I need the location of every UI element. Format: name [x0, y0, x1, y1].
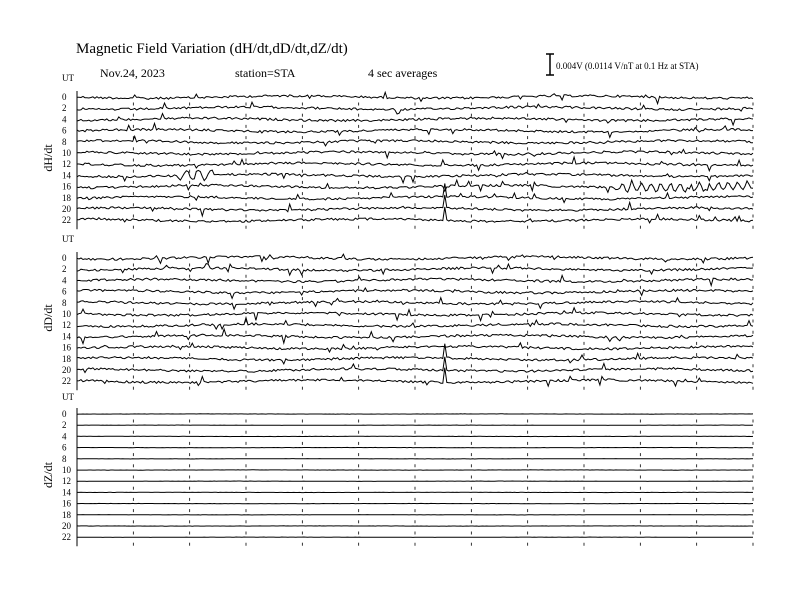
row-label: 10: [62, 465, 71, 475]
row-label: 6: [62, 125, 67, 136]
row-label: 4: [62, 431, 67, 442]
y-axis-label: dZ/dt: [41, 462, 55, 488]
panel-dD-dt: [41, 234, 753, 390]
ut-label: UT: [62, 234, 74, 244]
row-label: 0: [62, 253, 67, 263]
row-label: 14: [62, 170, 71, 181]
row-label: 22: [62, 215, 71, 226]
row-label: 18: [62, 509, 71, 520]
row-label: 12: [62, 320, 71, 331]
row-label: 20: [62, 365, 71, 375]
trace-line: [77, 92, 753, 103]
row-label: 6: [62, 442, 67, 453]
row-label: 2: [62, 420, 67, 431]
row-label: 12: [62, 476, 71, 487]
row-label: 16: [62, 181, 71, 192]
trace-line: [77, 288, 753, 298]
trace-line: [77, 318, 753, 329]
scale-note: 0.004V (0.0114 V/nT at 0.1 Hz at STA): [556, 61, 699, 71]
y-axis-label: dH/dt: [41, 144, 55, 172]
trace-line: [77, 149, 753, 158]
row-label: 2: [62, 103, 67, 114]
row-label: 20: [62, 521, 71, 531]
row-label: 8: [62, 453, 67, 464]
row-label: 18: [62, 192, 71, 203]
ut-label: UT: [62, 392, 74, 402]
row-label: 12: [62, 159, 71, 170]
date-label: Nov.24, 2023: [100, 66, 165, 80]
row-label: 20: [62, 204, 71, 214]
row-label: 0: [62, 409, 67, 419]
y-axis-label: dD/dt: [41, 304, 55, 332]
row-label: 18: [62, 353, 71, 364]
row-label: 14: [62, 331, 71, 342]
row-label: 8: [62, 136, 67, 147]
row-label: 6: [62, 286, 67, 297]
row-label: 0: [62, 92, 67, 102]
row-label: 8: [62, 297, 67, 308]
row-label: 4: [62, 275, 67, 286]
row-label: 16: [62, 342, 71, 353]
row-label: 14: [62, 487, 71, 498]
row-label: 10: [62, 148, 71, 158]
row-label: 22: [62, 376, 71, 387]
chart-title: Magnetic Field Variation (dH/dt,dD/dt,dZ/dt): [76, 41, 348, 57]
panel-dH-dt: [41, 73, 753, 229]
scale-bar-icon: [546, 54, 554, 75]
row-label: 22: [62, 532, 71, 543]
row-label: 10: [62, 309, 71, 319]
row-label: 2: [62, 264, 67, 275]
averaging-label: 4 sec averages: [368, 66, 438, 80]
row-label: 4: [62, 114, 67, 125]
ut-label: UT: [62, 73, 74, 83]
row-label: 16: [62, 498, 71, 509]
trace-line: [77, 254, 753, 263]
station-label: station=STA: [235, 66, 296, 80]
panels-group: [41, 73, 753, 546]
panel-dZ-dt: [41, 392, 753, 546]
